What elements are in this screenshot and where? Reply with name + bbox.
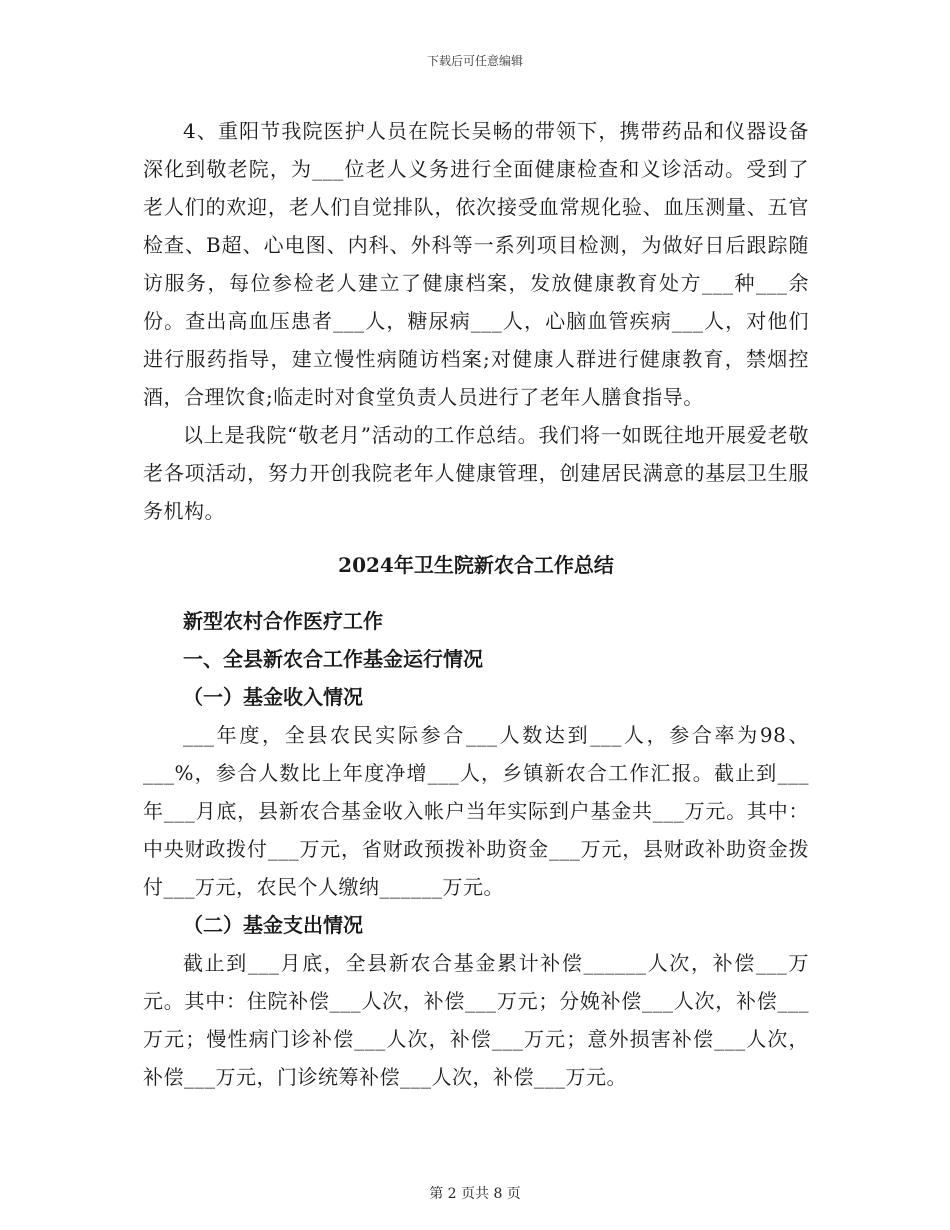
- paragraph-fund-expenditure: 截止到___月底，全县新农合基金累计补偿______人次，补偿___万元。其中：住院补偿___人次，补偿___万元；分娩补偿___人次，补偿___万元；慢性病门诊补偿___人次，补偿___万元；意外损害补偿___人次，补偿___万元，门诊统筹补偿___人次，补偿___万元。: [143, 951, 809, 1089]
- paragraph-checkup: 4、重阳节我院医护人员在院长吴畅的带领下，携带药品和仪器设备深化到敬老院，为___位老人义务进行全面健康检查和义诊活动。受到了老人们的欢迎，老人们自觉排队，依次接受血常规化验、血压测量、五官检查、B超、心电图、内科、外科等一系列项目检测，为做好日后跟踪随访服务，每位参检老人建立了健康档案，发放健康教育处方___种___余份。查出高血压患者___人，糖尿病___人，心脑血管疾病___人，对他们进行服药指导，建立慢性病随访档案;对健康人群进行健康教育，禁烟控酒，合理饮食;临走时对食堂负责人员进行了老年人膳食指导。: [143, 119, 809, 409]
- paragraph-summary: 以上是我院“敬老月”活动的工作总结。我们将一如既往地开展爱老敬老各项活动，努力开创我院老年人健康管理，创建居民满意的基层卫生服务机构。: [143, 423, 809, 523]
- paragraph-fund-income: ___年度，全县农民实际参合___人数达到___人，参合率为98、___%，参合人数比上年度净增___人，乡镇新农合工作汇报。截止到___年___月底，县新农合基金收入帐户当年实际到户基金共___万元。其中：中央财政拨付___万元，省财政预拨补助资金___万元，县财政补助资金拨付___万元，农民个人缴纳______万元。: [143, 723, 809, 899]
- document-title: 2024年卫生院新农合工作总结: [338, 553, 614, 577]
- heading-rural-medical: 新型农村合作医疗工作: [183, 609, 383, 633]
- document-body: [143, 112, 809, 1096]
- page-header: 下载后可任意编辑: [426, 54, 523, 68]
- heading-fund-expenditure: （二）基金支出情况: [183, 913, 363, 937]
- page-footer: 第 2 页共 8 页: [429, 1186, 521, 1202]
- heading-fund-income: （一）基金收入情况: [183, 685, 363, 709]
- heading-fund-operation: 一、全县新农合工作基金运行情况: [183, 647, 483, 671]
